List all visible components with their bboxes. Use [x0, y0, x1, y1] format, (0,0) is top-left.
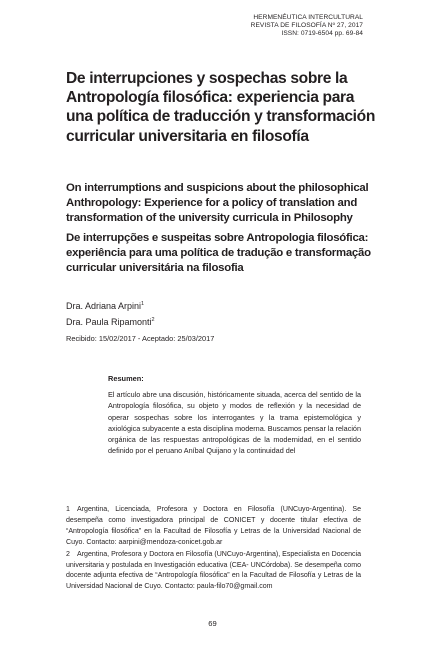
title-portuguese-line: curricular universitária na filosofia	[66, 261, 244, 274]
page-number: 69	[208, 619, 217, 628]
title-spanish-line: De interrupciones y sospechas sobre la	[66, 70, 348, 87]
title-block	[66, 69, 376, 274]
footnote-mark: 2	[66, 550, 70, 558]
footnote-ref-2[interactable]: 2	[151, 317, 155, 323]
footnotes	[66, 505, 361, 593]
footnote-mark: 1	[66, 506, 70, 513]
footnote-text: Argentina, Profesora y Doctora en Filosofía (UNCuyo-Argentina), Especialista en Docencia universitaria y postulada en Investigación educativa (CEA- UNCórdoba). Se desempeña como docente adjunta efectiva de “Antropología filosófica” en la Facultad de Filosofía y Letras de la Universidad Nacional de Cuyo. Contacto: paula-filo70@gmail.com	[66, 550, 361, 591]
received-accepted-dates: Recibido: 15/02/2017 - Aceptado: 25/03/2017	[66, 334, 215, 343]
journal-header	[251, 14, 363, 39]
abstract-text: El artículo abre una discusión, históricamente situada, acerca del sentido de la Antropología filosófica, su objeto y modos de reflexión y la necesidad de operar sospechas sobre los interrogantes y la trama epistemológica y axiológica subyacente a esta disciplina moderna. Buscamos pensar la relación orgánica de las respuestas antropológicas de la modernidad, en el sentido definido por el peruano Aníbal Quijano y la continuidad del	[108, 390, 361, 456]
title-portuguese-line: experiência para uma política de tradução e transformação	[66, 246, 371, 259]
journal-issn: ISSN: 0719-6504 pp. 69-84	[281, 30, 363, 38]
author-1	[66, 297, 155, 313]
footnote-text: Argentina, Licenciada, Profesora y Doctora en Filosofía (UNCuyo-Argentina). Se desempeña como investigadora principal de CONICET y docente titular efectiva de “Antropología filosófica” en la Facultad de Filosofía y Letras de la Universidad Nacional de Cuyo. Contacto: aarpini@mendoza-conicet.gob.ar	[66, 506, 361, 546]
title-spanish-line: curricular universitaria en filosofía	[66, 127, 309, 145]
title-portuguese-line: De interrupções e suspeitas sobre Antropologia filosófica:	[66, 232, 369, 244]
title-english-line: transformation of the university curricula in Philosophy	[66, 211, 353, 224]
title-english	[66, 181, 368, 226]
title-spanish	[66, 69, 376, 146]
footnote-2	[66, 550, 361, 594]
author-2	[66, 313, 155, 329]
journal-issue: REVISTA DE FILOSOFÍA Nº 27, 2017	[250, 22, 363, 30]
title-portuguese	[66, 231, 371, 276]
author-name: Dra. Adriana Arpini	[66, 301, 142, 311]
abstract-label: Resumen:	[108, 374, 144, 383]
footnote-1	[66, 505, 361, 549]
title-spanish-line: una política de traducción y transformación	[66, 108, 376, 126]
title-english-line: Anthropology: Experience for a policy of translation and	[66, 196, 358, 209]
author-name: Dra. Paula Ripamonti	[66, 317, 152, 327]
author-list	[66, 297, 155, 329]
journal-name: HERMENÉUTICA INTERCULTURAL	[253, 14, 363, 21]
title-spanish-line: Antropología filosófica: experiencia para	[66, 89, 355, 107]
title-english-line: On interrumptions and suspicions about the philosophical	[66, 182, 369, 194]
footnote-ref-1[interactable]: 1	[141, 301, 145, 307]
abstract	[108, 374, 361, 457]
